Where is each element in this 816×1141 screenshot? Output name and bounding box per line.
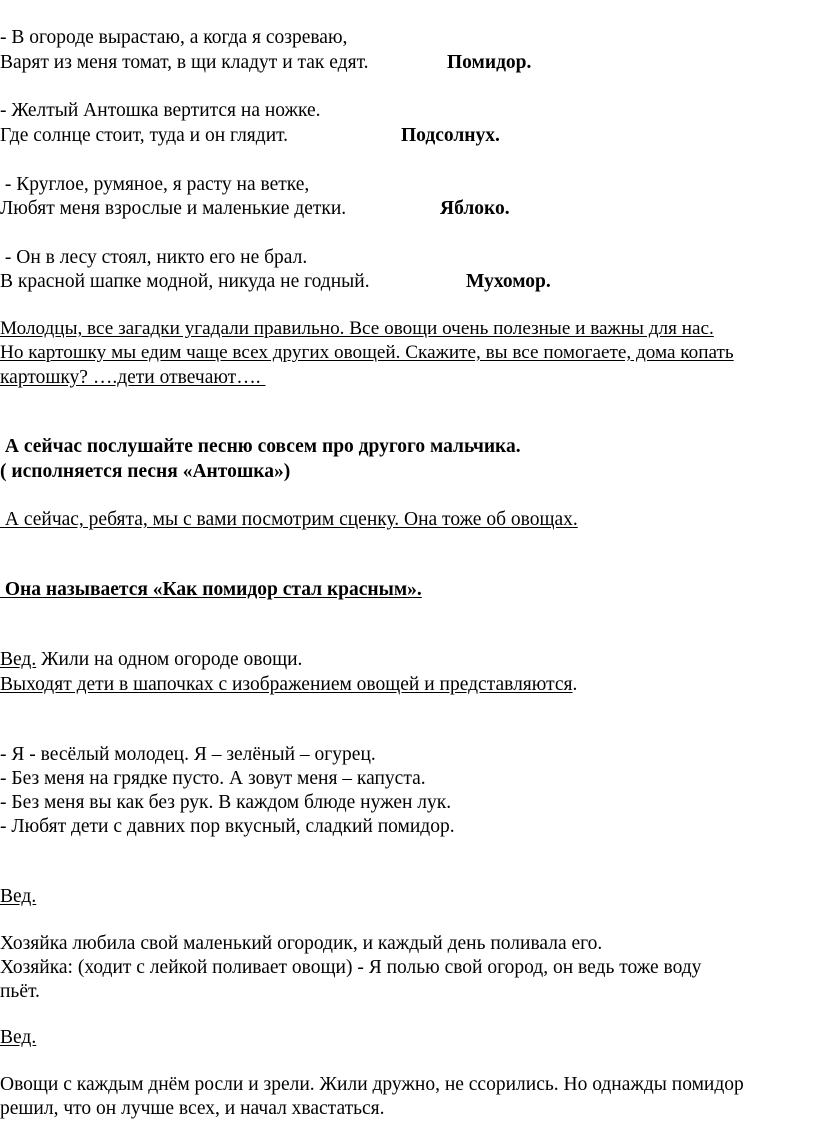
narrator-2-line-1: Хозяйка любила свой маленький огородик, и каждый день поливала его. — [0, 933, 603, 954]
riddle-1-line-2: Варят из меня томат, в щи кладут и так едят. — [0, 52, 369, 73]
narrator-1-label: Вед. — [0, 649, 37, 670]
narrator-1-text: Жили на одном огороде овощи. — [36, 649, 303, 670]
riddle-2-line-2: Где солнце стоит, туда и он глядит. — [0, 125, 289, 146]
riddle-4-line-1: - Он в лесу стоял, никто его не брал. — [0, 247, 308, 268]
vegetable-line-3: - Без меня вы как без рук. В каждом блюде нужен лук. — [0, 792, 452, 813]
riddle-3-line-1: - Круглое, румяное, я расту на ветке, — [0, 174, 310, 195]
praise-line-3: картошку? ….дети отвечают…. — [0, 367, 266, 388]
narrator-1-line — [0, 648, 302, 672]
narrator-3-label: Вед. — [0, 1027, 37, 1048]
narrator-2-line-3: пьёт. — [0, 981, 40, 1002]
song-line-1: А сейчас послушайте песню совсем про другого мальчика. — [0, 436, 521, 457]
praise-line-1: Молодцы, все загадки угадали правильно. Все овощи очень полезные и важны для нас. — [0, 318, 714, 339]
stage-direction: Выходят дети в шапочках с изображением овощей и представляются — [0, 674, 573, 695]
riddle-2-line-1: - Желтый Антошка вертится на ножке. — [0, 100, 321, 121]
stage-direction-line — [0, 673, 577, 697]
scene-intro: А сейчас, ребята, мы с вами посмотрим сценку. Она тоже об овощах. — [0, 509, 578, 530]
riddle-3-answer: Яблоко. — [440, 198, 510, 219]
riddle-2-answer: Подсолнух. — [401, 125, 500, 146]
stage-direction-end: . — [572, 674, 578, 695]
narrator-3-line-1: Овощи с каждым днём росли и зрели. Жили дружно, не ссорились. Но однажды помидор — [0, 1074, 744, 1095]
vegetable-line-1: - Я - весёлый молодец. Я – зелёный – огурец. — [0, 744, 376, 765]
scene-title: Она называется «Как помидор стал красным». — [0, 579, 422, 600]
narrator-3-line-2: решил, что он лучше всех, и начал хвастаться. — [0, 1098, 385, 1119]
vegetable-line-4: - Любят дети с давних пор вкусный, сладкий помидор. — [0, 816, 455, 837]
riddle-4-answer: Мухомор. — [466, 271, 551, 292]
narrator-2-line-2: Хозяйка: (ходит с лейкой поливает овощи) - Я полью свой огород, он ведь тоже воду — [0, 957, 702, 978]
narrator-2-label: Вед. — [0, 886, 37, 907]
praise-line-2: Но картошку мы едим чаще всех других овощей. Скажите, вы все помогаете, дома копать — [0, 342, 734, 363]
song-line-2: ( исполняется песня «Антошка») — [0, 461, 291, 482]
vegetable-line-2: - Без меня на грядке пусто. А зовут меня – капуста. — [0, 768, 426, 789]
riddle-4-line-2: В красной шапке модной, никуда не годный. — [0, 271, 370, 292]
riddle-3-line-2: Любят меня взрослые и маленькие детки. — [0, 198, 347, 219]
riddle-1-answer: Помидор. — [447, 52, 532, 73]
riddle-1-line-1: - В огороде вырастаю, а когда я созреваю, — [0, 27, 348, 48]
